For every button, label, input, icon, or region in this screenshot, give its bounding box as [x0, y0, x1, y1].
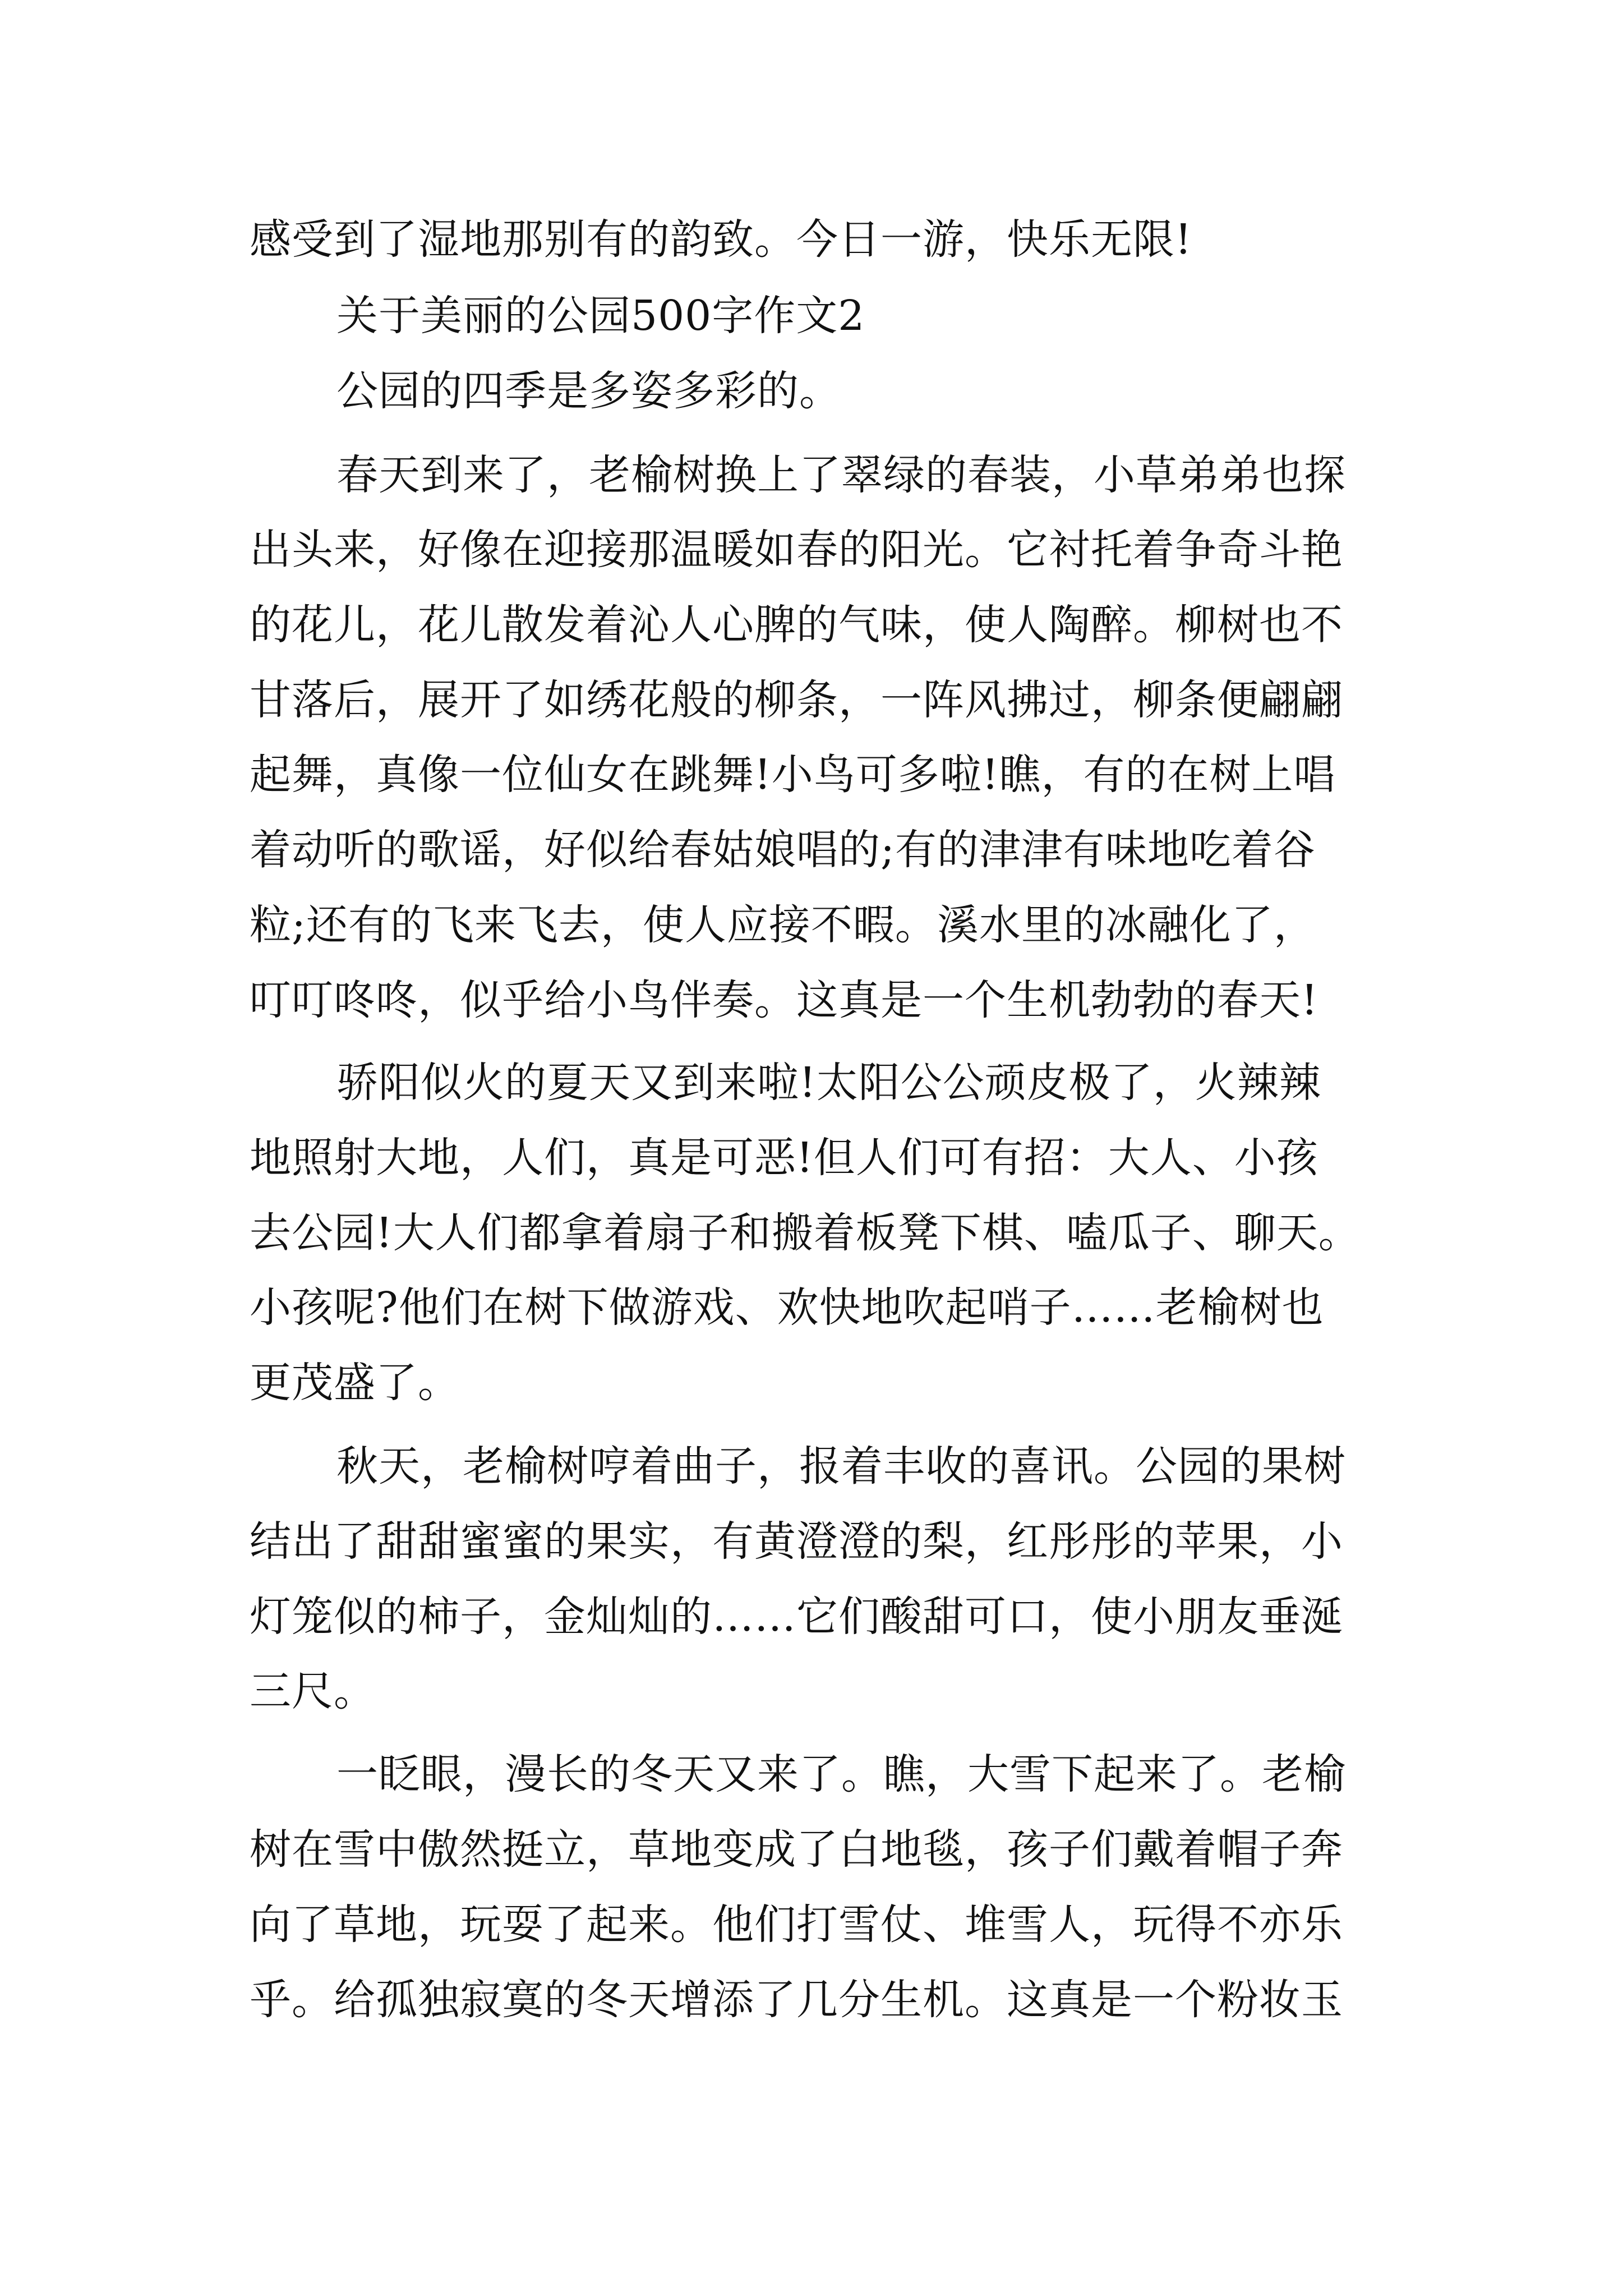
text-line: 灯笼似的柿子，金灿灿的……它们酸甜可口，使小朋友垂涎 — [250, 1593, 1343, 1641]
text-line: 叮叮咚咚，似乎给小鸟伴奏。这真是一个生机勃勃的春天! — [250, 976, 1318, 1024]
text-line: 地照射大地，人们，真是可恶!但人们可有招：大人、小孩 — [250, 1134, 1318, 1182]
text-line: 起舞，真像一位仙女在跳舞!小鸟可多啦!瞧，有的在树上唱 — [250, 751, 1336, 799]
text-line: 出头来，好像在迎接那温暖如春的阳光。它衬托着争奇斗艳 — [250, 526, 1343, 574]
text-line: 更茂盛了。 — [250, 1359, 460, 1407]
text-line: 着动听的歌谣，好似给春姑娘唱的;有的津津有味地吃着谷 — [250, 826, 1316, 874]
text-line: 骄阳似火的夏天又到来啦!太阳公公顽皮极了，火辣辣 — [336, 1059, 1321, 1107]
text-line: 三尺。 — [250, 1667, 376, 1715]
text-line: 乎。给孤独寂寞的冬天增添了几分生机。这真是一个粉妆玉 — [250, 1976, 1343, 2024]
text-line: 甘落后，展开了如绣花般的柳条，一阵风拂过，柳条便翩翩 — [250, 676, 1343, 724]
article-title: 关于美丽的公园500字作文2 — [336, 292, 865, 340]
text-line: 结出了甜甜蜜蜜的果实，有黄澄澄的梨，红彤彤的苹果，小 — [250, 1517, 1343, 1566]
text-line: 树在雪中傲然挺立，草地变成了白地毯，孩子们戴着帽子奔 — [250, 1825, 1343, 1874]
text-line: 感受到了湿地那别有的韵致。今日一游，快乐无限! — [250, 215, 1192, 264]
text-line: 公园的四季是多姿多彩的。 — [336, 367, 841, 415]
text-line: 的花儿，花儿散发着沁人心脾的气味，使人陶醉。柳树也不 — [250, 601, 1343, 649]
text-line: 秋天，老榆树哼着曲子，报着丰收的喜讯。公园的果树 — [336, 1442, 1346, 1490]
text-line: 粒;还有的飞来飞去，使人应接不暇。溪水里的冰融化了， — [250, 901, 1316, 949]
text-line: 去公园!大人们都拿着扇子和搬着板凳下棋、嗑瓜子、聊天。 — [250, 1209, 1361, 1257]
text-line: 春天到来了，老榆树换上了翠绿的春装，小草弟弟也探 — [336, 451, 1346, 499]
text-line: 小孩呢?他们在树下做游戏、欢快地吹起哨子……老榆树也 — [250, 1283, 1324, 1332]
text-line: 向了草地，玩耍了起来。他们打雪仗、堆雪人，玩得不亦乐 — [250, 1901, 1343, 1949]
text-line: 一眨眼，漫长的冬天又来了。瞧，大雪下起来了。老榆 — [336, 1750, 1346, 1798]
